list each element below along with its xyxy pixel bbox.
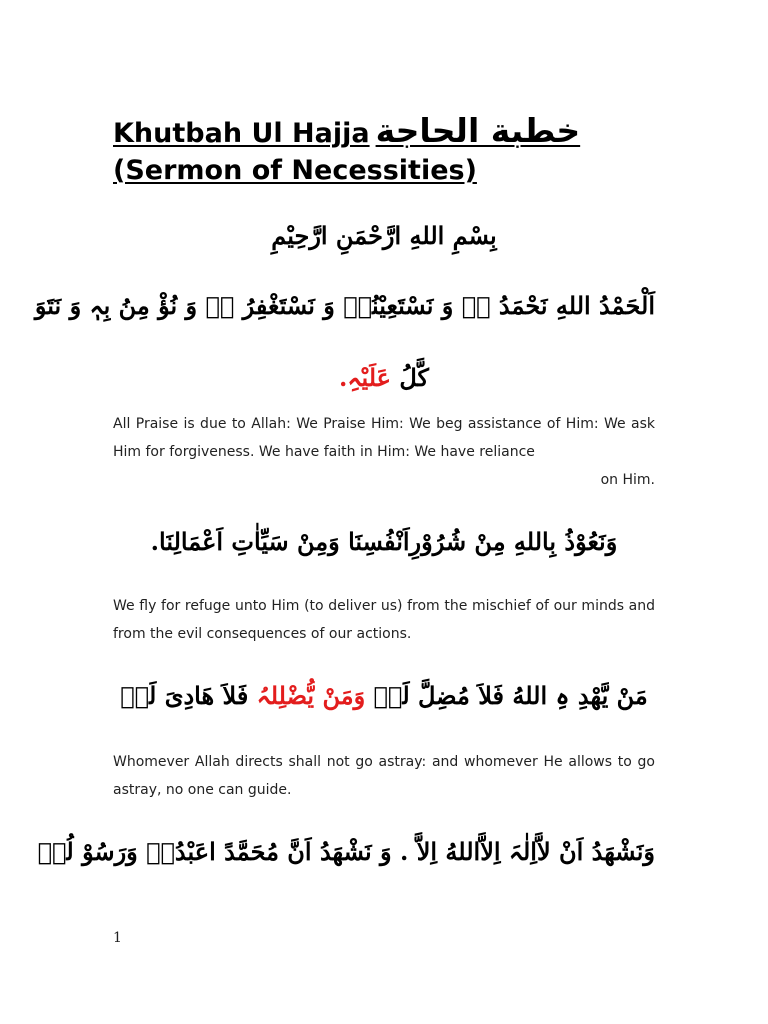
title-arabic: خطبة الحاجة: [375, 111, 581, 150]
title-subtitle: (Sermon of Necessities): [113, 155, 477, 186]
translation-1-text: All Praise is due to Allah: We Praise Him: We beg assistance of Him: We ask Him for forgiveness. We have faith in Him: We have reliance: [113, 416, 655, 460]
translation-1: [113, 410, 655, 494]
arabic-verse-3-part-1: مَنْ يَّهْدِ ہِ اللهُ فَلاَ مُضِلَّ لَہٗ: [373, 681, 648, 710]
arabic-verse-4: وَنَشْهَدُ اَنْ لاَّاِلٰہَ اِلاَّاللهُ اِلاَّ . وَ نَشْهَدُ اَنَّ مُحَمَّدً اعَبْدُہٗ وَرَسُوْ لُہٗ: [37, 837, 655, 866]
translation-1-last-line: on Him.: [600, 472, 655, 488]
arabic-verse-3-part-3: فَلاَ هَادِیَ لَہٗ: [120, 681, 249, 710]
arabic-verse-2: وَنَعُوْذُ بِاللهِ مِنْ شُرُوْرِاَنْفُسِنَا وَمِنْ سَيِّاٰتِ اَعْمَالِنَا.: [150, 527, 618, 556]
arabic-verse-1-black: كَّلُ: [399, 363, 429, 392]
translation-3: Whomever Allah directs shall not go astray: and whomever He allows to go astray, no one can guide.: [113, 754, 655, 798]
arabic-verse-3-red: وَمَنْ يُّضْلِلہُ: [256, 681, 366, 710]
title-line-1: [113, 112, 653, 152]
page-title: [113, 112, 653, 189]
translation-2: We fly for refuge unto Him (to deliver us) from the mischief of our minds and from the evil consequences of our actions.: [113, 598, 655, 642]
title-english: Khutbah Ul Hajja: [113, 118, 370, 149]
arabic-verse-1-line-2: [113, 360, 655, 396]
arabic-verse-1-red: عَلَيْہِ.: [339, 363, 391, 392]
bismillah: بِسْمِ اللهِ ارَّحْمَنِ ارَّحِيْمِ: [271, 221, 497, 250]
arabic-verse-1-line-1: اَلْحَمْدُ اللهِ نَحْمَدُ ہٗ وَ نَسْتَعِيْنُہٗ وَ نَسْتَغْفِرُ ہٗ وَ نُؤْ مِنُ بِہٖ وَ نَتَوَ: [34, 291, 655, 320]
page-number: 1: [113, 930, 122, 946]
arabic-verse-3: [113, 678, 655, 714]
